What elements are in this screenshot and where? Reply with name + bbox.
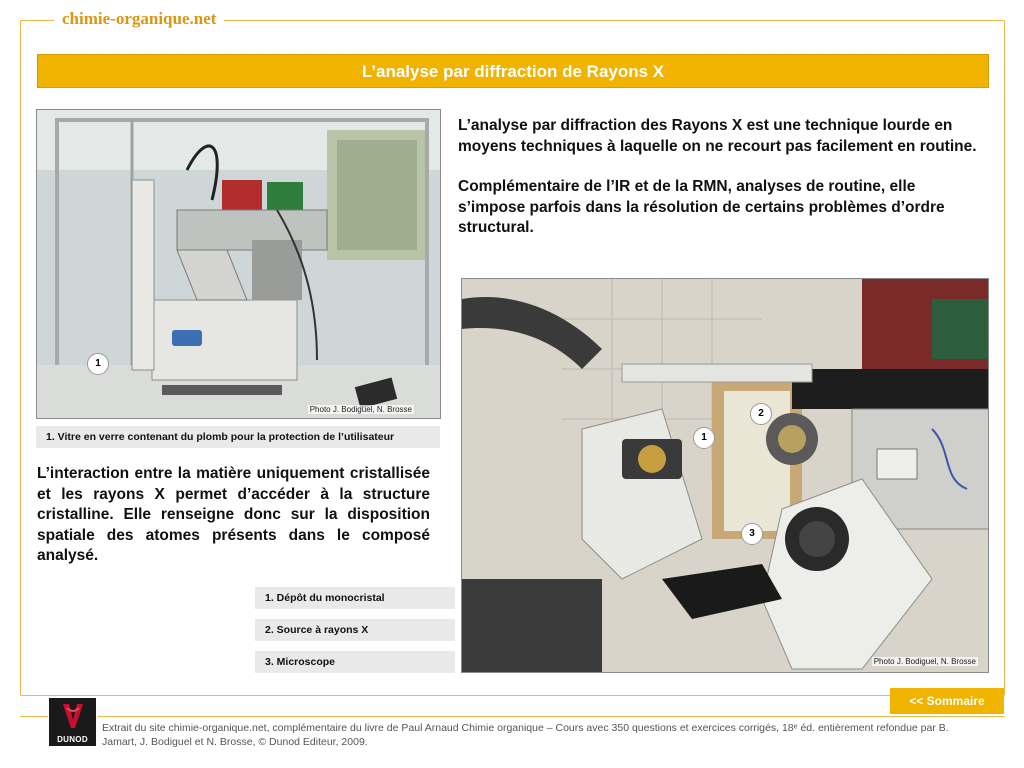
marker-3: 3 bbox=[741, 523, 763, 545]
intro-text bbox=[458, 116, 978, 259]
dunod-logo-text: DUNOD bbox=[57, 735, 88, 744]
marker-1: 1 bbox=[87, 353, 109, 375]
photo-credit: Photo J. Bodiguel, N. Brosse bbox=[309, 405, 412, 414]
photo-diffractometer-enclosure bbox=[36, 109, 441, 419]
footer-citation: Extrait du site chimie-organique.net, complémentaire du livre de Paul Arnaud Chimie organique – Cours avec 350 questions et exercices corrigés, 18ᵉ éd. entièrement refondue par B. Jamart, J. Bodiguel et N. Brosse, © Dunod Editeur, 2009. bbox=[102, 722, 949, 748]
photo-goniometer-closeup-image bbox=[462, 279, 989, 673]
photo-credit: Photo J. Bodiguel, N. Brosse bbox=[873, 657, 976, 666]
photo1-caption: 1. Vitre en verre contenant du plomb pour la protection de l’utilisateur bbox=[36, 426, 440, 448]
photo-goniometer-closeup bbox=[461, 278, 989, 673]
marker-2: 2 bbox=[750, 403, 772, 425]
dunod-logo-icon bbox=[49, 698, 96, 734]
page-title: L’analyse par diffraction de Rayons X bbox=[37, 54, 989, 88]
intro-paragraph-2: Complémentaire de l’IR et de la RMN, analyses de routine, elle s’impose parfois dans la résolution de certains problèmes d’ordre structural. bbox=[458, 178, 945, 236]
interaction-paragraph: L’interaction entre la matière uniquement cristallisée et les rayons X permet d’accéder à la structure cristalline. Elle renseigne donc sur la disposition spatiale des atomes présents dans le composé analysé. bbox=[37, 465, 430, 564]
legend-item-1: 1. Dépôt du monocristal bbox=[255, 587, 455, 609]
legend-item-2: 2. Source à rayons X bbox=[255, 619, 455, 641]
footer-divider-left bbox=[20, 716, 48, 717]
dunod-logo[interactable] bbox=[49, 698, 96, 746]
footer-divider-right bbox=[98, 716, 1005, 717]
marker-1: 1 bbox=[693, 427, 715, 449]
sommaire-button[interactable]: << Sommaire bbox=[890, 688, 1004, 714]
site-name[interactable]: chimie-organique.net bbox=[54, 9, 224, 29]
legend-item-3: 3. Microscope bbox=[255, 651, 455, 673]
intro-paragraph-1: L’analyse par diffraction des Rayons X est une technique lourde en moyens techniques à laquelle on ne recourt pas facilement en routine. bbox=[458, 117, 977, 155]
